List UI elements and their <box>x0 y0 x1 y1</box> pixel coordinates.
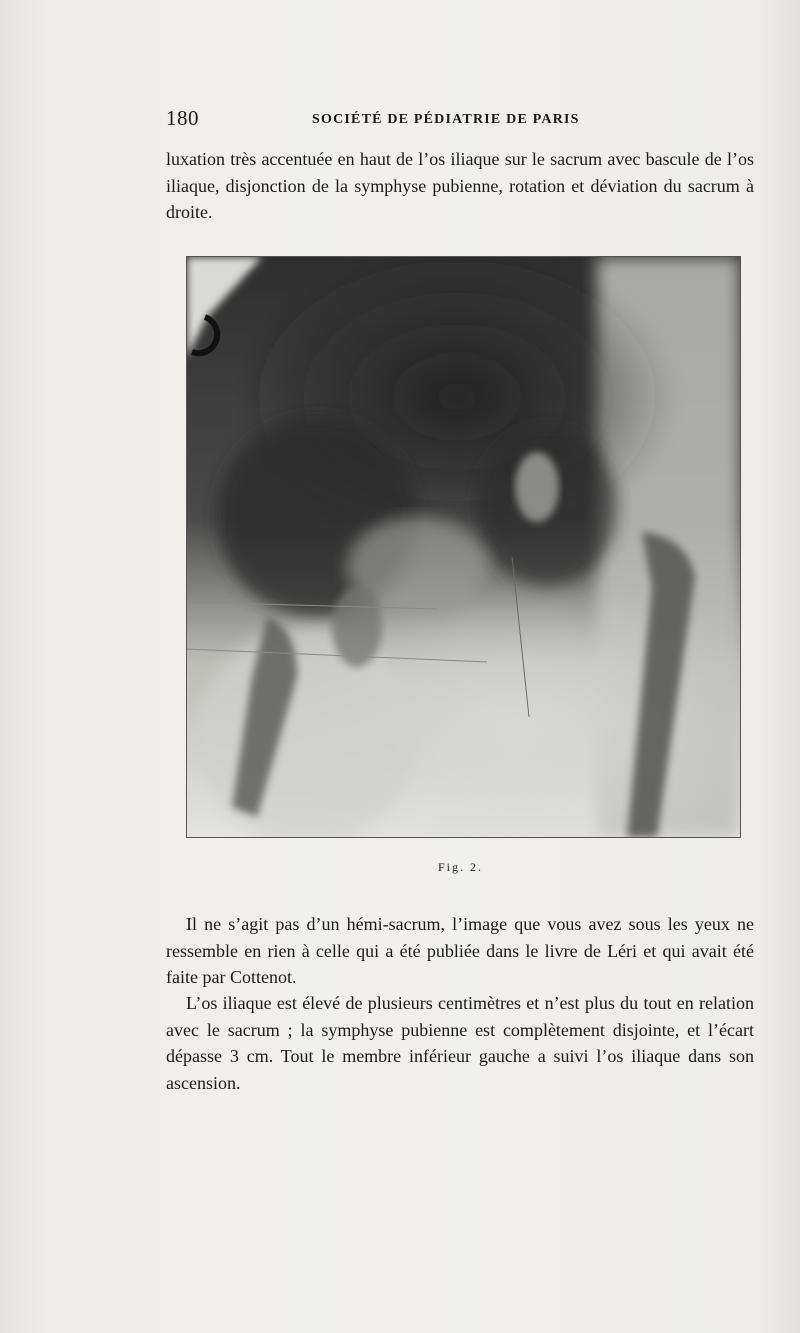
xray-figure <box>186 256 741 838</box>
paragraph-findings: L’os iliaque est élevé de plusieurs centimètres et n’est plus du tout en relation avec le sacrum ; la symphyse pubienne est complètement disjointe, et l’écart dépasse 3 cm. Tout le membre inférieur gauche a suivi l’os iliaque dans son ascension. <box>166 993 754 1093</box>
paragraph-intro: luxation très accentuée en haut de l’os iliaque sur le sacrum avec bascule de l’os iliaque, disjonction de la symphyse pubienne, rotation et déviation du sacrum à droite. <box>166 149 754 222</box>
xray-image <box>187 257 740 837</box>
page-header <box>166 106 754 136</box>
paragraph-discussion: Il ne s’agit pas d’un hémi-sacrum, l’image que vous avez sous les yeux ne ressemble en rien à celle qui a été publiée dans le livre de Léri et qui avait été faite par Cottenot. <box>166 914 754 987</box>
figure-caption: Fig. 2. <box>438 860 484 874</box>
running-head: SOCIÉTÉ DE PÉDIATRIE DE PARIS <box>312 112 580 127</box>
page-number: 180 <box>166 106 199 130</box>
